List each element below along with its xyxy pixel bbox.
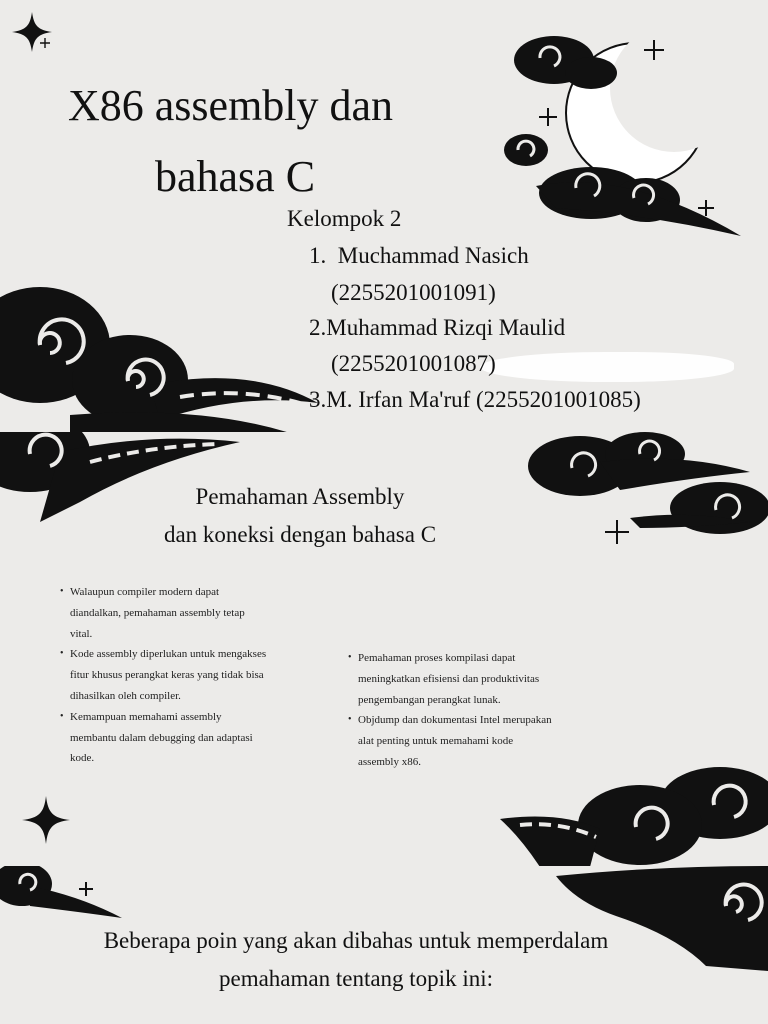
small-star-icon (40, 38, 50, 48)
group-label: Kelompok 2 (287, 206, 402, 231)
title-line-1: X86 assembly dan (68, 81, 394, 130)
bullet-line: dihasilkan oleh compiler. (70, 689, 181, 702)
bullet-item (70, 582, 320, 644)
bullet-line: alat penting untuk memahami kode (358, 735, 514, 748)
member-1 (309, 243, 529, 269)
bullet-line: pengembangan perangkat lunak. (358, 693, 501, 706)
swirl-cloud-bottom-right-illustration (500, 767, 768, 866)
member-2-id: (2255201001087) (331, 351, 496, 376)
slide-2-title-line-2: dan koneksi dengan bahasa C (163, 522, 437, 547)
bullet-line: kode. (70, 752, 95, 765)
moon-clouds-illustration (496, 18, 756, 258)
slide-2-title-line-1: Pemahaman Assembly (195, 484, 405, 509)
bullet-line: Walaupun compiler modern dapat (70, 586, 220, 598)
bullet-line: Kode assembly diperlukan untuk mengakses (70, 648, 267, 661)
member-1-id: (2255201001091) (331, 280, 496, 305)
bullet-line: Objdump dan dokumentasi Intel merupakan (358, 714, 552, 727)
swirl-cloud-small-left-illustration (0, 866, 130, 926)
bullet-line: Kemampuan memahami assembly (70, 710, 222, 723)
member-number: 1. (309, 243, 327, 268)
member-number: 3. (309, 387, 327, 412)
slide-2 (0, 432, 768, 866)
slide-3-text-line-1: Beberapa poin yang akan dibahas untuk memperdalam (103, 928, 609, 953)
bullet-item (70, 644, 320, 706)
swirl-cloud-left-illustration (0, 285, 330, 432)
bullet-line: vital. (70, 627, 93, 640)
bullet-line: fitur khusus perangkat keras yang tidak bisa (70, 669, 264, 682)
bullet-line: Pemahaman proses kompilasi dapat (358, 652, 516, 664)
member-name: Muchammad Nasich (337, 243, 529, 268)
sparkle-icon (8, 8, 56, 56)
member-name: M. Irfan Ma'ruf (2255201001085) (326, 387, 641, 412)
white-brush-stroke (480, 352, 734, 382)
title-line-2: bahasa C (155, 152, 316, 201)
bullet-line: assembly x86. (358, 755, 421, 768)
slide-3 (0, 866, 768, 1024)
slide-1 (0, 0, 768, 432)
left-bullet-list (60, 582, 320, 769)
right-bullet-list (348, 648, 608, 773)
member-number: 2. (309, 315, 327, 340)
bullet-item (358, 648, 608, 710)
bullet-item (70, 707, 320, 769)
member-2 (309, 315, 565, 341)
bullet-item (358, 710, 608, 772)
member-name: Muhammad Rizqi Maulid (326, 315, 566, 340)
bullet-line: membantu dalam debugging dan adaptasi (70, 731, 253, 744)
bullet-line: diandalkan, pemahaman assembly tetap (70, 606, 245, 619)
slide-3-text-line-2: pemahaman tentang topik ini: (218, 966, 493, 991)
sparkle-icon (20, 794, 72, 846)
bullet-line: meningkatkan efisiensi dan produktivitas (358, 672, 540, 685)
member-3 (309, 387, 641, 413)
